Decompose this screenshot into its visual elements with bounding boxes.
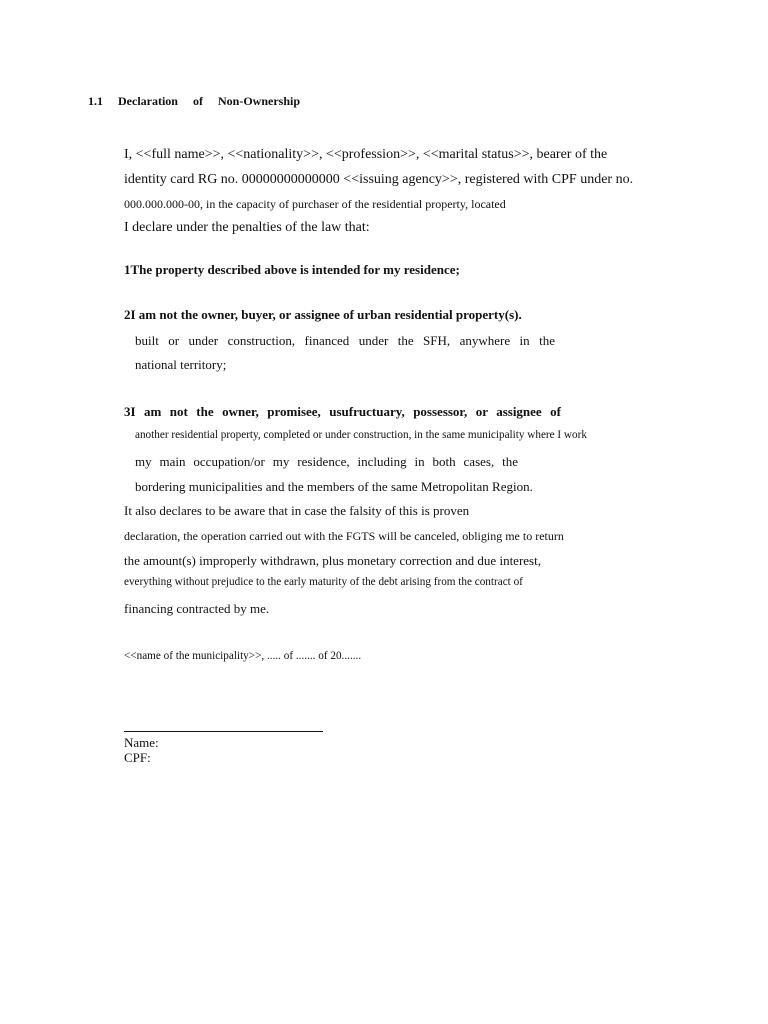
- name-label: Name:: [124, 735, 159, 750]
- intro-line-3: 000.000.000-00, in the capacity of purchaser of the residential property, located: [124, 197, 506, 211]
- closing-line-5: financing contracted by me.: [124, 601, 270, 616]
- item-3-line-3: bordering municipalities and the members of the same Metropolitan Region.: [135, 479, 533, 494]
- item-2-line-1: built or under construction, financed under the SFH, anywhere in the: [135, 333, 555, 348]
- section-title-word-1: Declaration: [118, 94, 178, 108]
- item-1: 1The property described above is intended for my residence;: [124, 262, 460, 277]
- intro-line-2: identity card RG no. 00000000000000 <<issuing agency>>, registered with CPF under no.: [124, 172, 634, 187]
- place-date-line: <<name of the municipality>>, ..... of ....... of 20.......: [124, 650, 362, 662]
- section-title-word-2: of: [192, 94, 203, 108]
- item-3-line-2: my main occupation/or my residence, including in both cases, the: [135, 454, 518, 469]
- closing-line-1: It also declares to be aware that in case the falsity of this is proven: [124, 503, 470, 518]
- closing-line-3: the amount(s) improperly withdrawn, plus monetary correction and due interest,: [124, 553, 541, 568]
- closing-line-4: everything without prejudice to the early maturity of the debt arising from the contract of: [124, 576, 523, 588]
- item-3-title: 3I am not the owner, promisee, usufructuary, possessor, or assignee of: [124, 404, 561, 419]
- section-heading: [88, 95, 300, 107]
- section-title-word-3: Non-Ownership: [217, 94, 300, 108]
- item-2-title: 2I am not the owner, buyer, or assignee of urban residential property(s).: [124, 307, 522, 322]
- intro-line-4: I declare under the penalties of the law that:: [124, 220, 370, 235]
- item-2-line-2: national territory;: [135, 357, 227, 372]
- intro-line-1: I, <<full name>>, <<nationality>>, <<profession>>, <<marital status>>, bearer of the: [124, 147, 608, 162]
- signature-line: [124, 731, 323, 732]
- cpf-label: CPF:: [124, 750, 151, 765]
- closing-line-2: declaration, the operation carried out with the FGTS will be canceled, obliging me to return: [124, 529, 564, 543]
- section-number: 1.1: [88, 94, 103, 108]
- item-3-line-1: another residential property, completed or under construction, in the same municipality where I work: [135, 429, 587, 441]
